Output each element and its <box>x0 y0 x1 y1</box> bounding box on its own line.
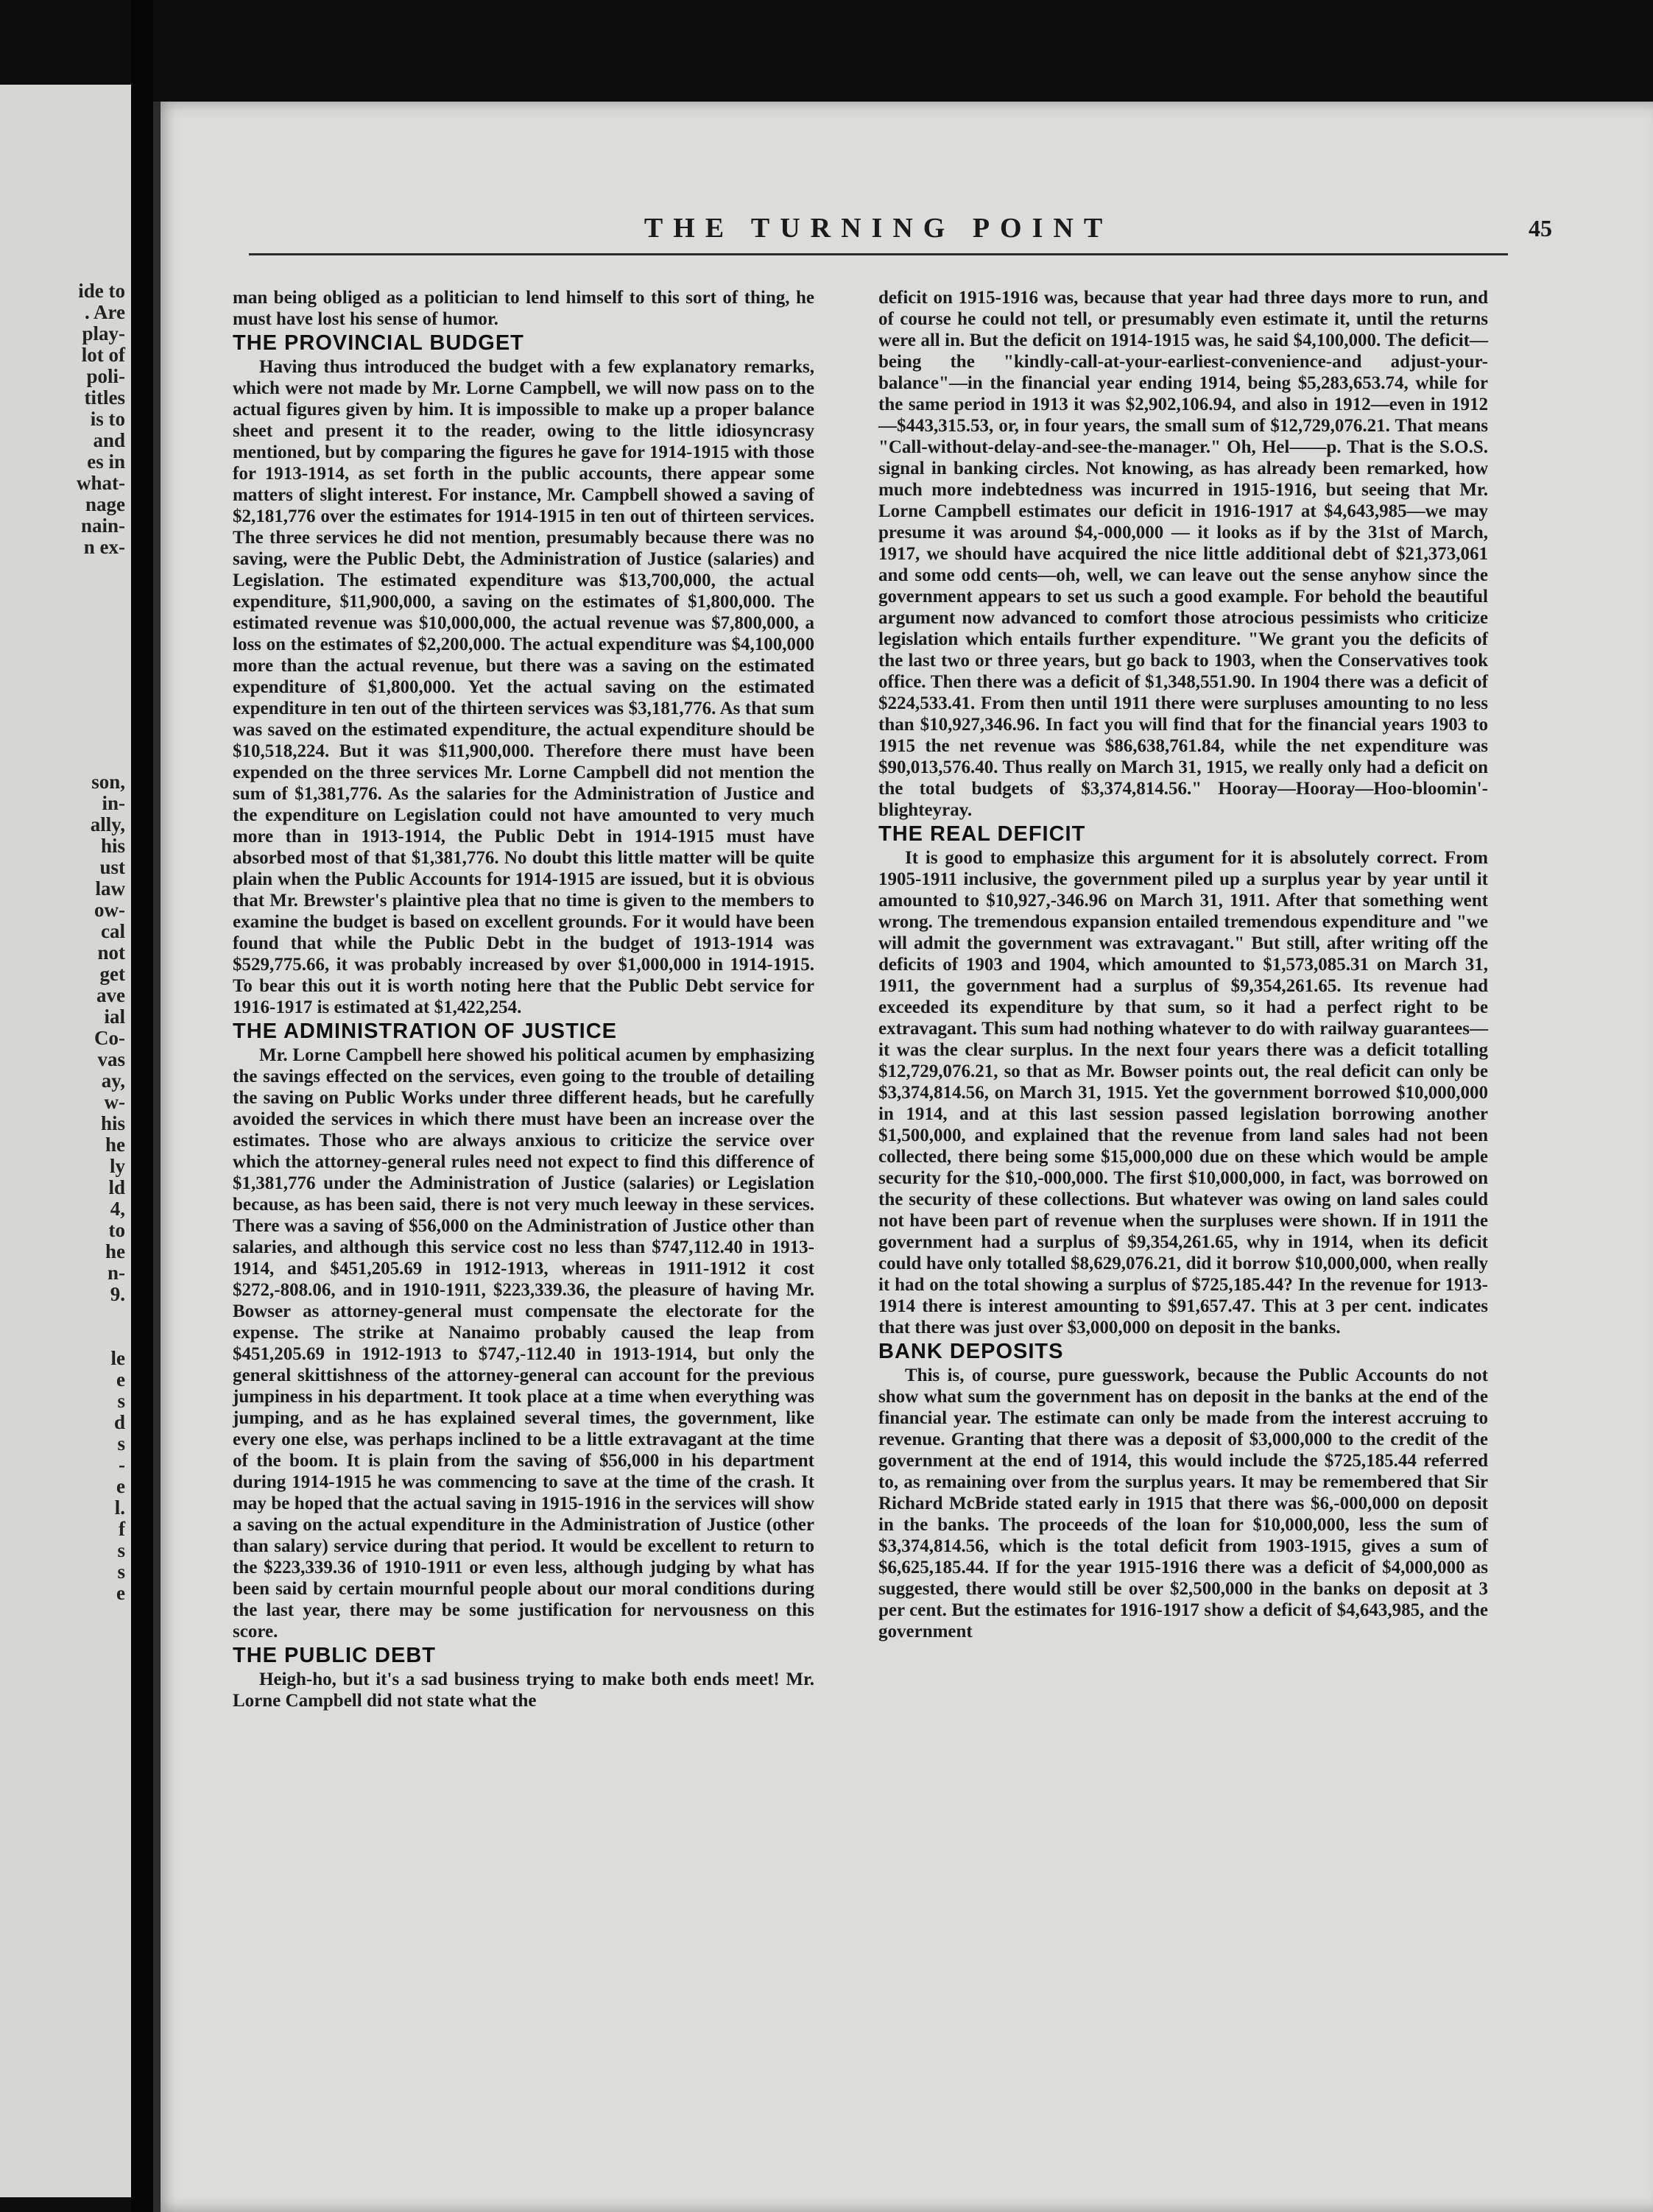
adjacent-page-line: ave <box>96 984 125 1006</box>
adjacent-page-line: e <box>116 1582 125 1604</box>
heading-public-debt: THE PUBLIC DEBT <box>233 1644 436 1667</box>
adjacent-page-line: f <box>119 1518 125 1540</box>
adjacent-page-line: in- <box>102 792 125 814</box>
running-title: THE TURNING POINT <box>644 213 1113 244</box>
adjacent-page-line: he <box>105 1240 125 1262</box>
page-gutter <box>131 0 153 2212</box>
adjacent-page-line: his <box>100 835 125 857</box>
adjacent-page-line: e <box>116 1475 125 1497</box>
adjacent-page-line: son, <box>91 771 125 793</box>
heading-bank-deposits: BANK DEPOSITS <box>878 1340 1064 1363</box>
adjacent-page-line: ide to <box>78 280 125 302</box>
adjacent-page-line: nain- <box>80 515 125 537</box>
adjacent-page-line: es in <box>87 450 125 473</box>
adjacent-page-line: s <box>117 1539 125 1561</box>
adjacent-page-line: 9. <box>110 1283 125 1305</box>
adjacent-page-line: s <box>117 1561 125 1583</box>
adjacent-page-line: s <box>117 1432 125 1455</box>
adjacent-page-line: d <box>113 1411 125 1433</box>
adjacent-page-fragment <box>0 85 131 2197</box>
adjacent-page-line: law <box>95 877 125 900</box>
adjacent-page-line: s <box>117 1390 125 1412</box>
adjacent-page-line: le <box>110 1347 125 1369</box>
document-page <box>153 102 1653 2212</box>
adjacent-page-line: ld <box>108 1176 125 1198</box>
adjacent-page-line: Co- <box>94 1027 125 1049</box>
adjacent-page-line: - <box>119 1454 125 1476</box>
paragraph-bank-deposits: This is, of course, pure guesswork, because the Public Accounts do not show what sum the government has on deposit in the banks at the end of the financial year. The estimate can only be made from the interest accruing to revenue. Granting that there was a deposit of $3,000,000 to the credit of the government at the end of 1914, this would include the $725,185.44 referred to, as remaining over from the surplus years. It may be remembered that Sir Richard McBride stated early in 1915 that there was $6,-000,000 on deposit in the banks. The proceeds of the loan for $10,000,000, less the sum of $3,374,814.56, which is the total deficit from 1903-1915, gives a sum of $6,625,185.44. If for the year 1915-1916 there was a deficit of $4,000,000 as suggested, there would still be over $2,500,000 in the banks on deposit at 3 per cent. But the estimates for 1916-1917 show a deficit of $4,643,985, and the government <box>878 1365 1488 1642</box>
adjacent-page-line: what- <box>77 472 125 494</box>
adjacent-page-line: he <box>105 1134 125 1156</box>
adjacent-page-line: . Are <box>85 301 125 323</box>
adjacent-page-line: his <box>100 1112 125 1134</box>
adjacent-page-line: poli- <box>86 365 125 387</box>
page-number: 45 <box>1529 215 1552 241</box>
adjacent-page-line: ial <box>104 1006 125 1028</box>
adjacent-page-line: n ex- <box>83 536 125 558</box>
header-rule <box>249 253 1508 255</box>
adjacent-page-line: l. <box>114 1497 125 1519</box>
adjacent-page-line: vas <box>97 1048 125 1070</box>
adjacent-page-line: nage <box>85 493 125 515</box>
paragraph-deficit-continuation: deficit on 1915-1916 was, because that year had three days more to run, and of course he could not tell, or presumably even estimate it, until the returns were all in. But the deficit on 1914-1915 was, he said $4,100,000. The deficit—being the "kindly-call-at-your-earliest-convenience-and adjust-your-balance"—in the financial year ending 1914, being $5,283,653.74, while for the same period in 1913 it was $2,902,106.94, and also in 1912—even in 1912—$443,315.53, or, in four years, the small sum of $12,729,076.21. That means "Call-without-delay-and-see-the-manager." Oh, Hel——p. That is the S.O.S. signal in banking circles. Not knowing, as has already been remarked, how much more indebtedness was incurred in 1915-1916, but seeing that Mr. Lorne Campbell estimates our deficit in 1916-1917 at $4,643,985—we may presume it was around $4,-000,000 — it looks as if by the 31st of March, 1917, we should have acquired the nice little additional debt of $21,373,061 and some odd cents—oh, well, we can leave out the sense anyhow since the government appears to set us such a good example. For behold the beautiful argument now advanced to comfort those atrocious pessimists who criticize legislation which entails further expenditure. "We grant you the deficits of the last two or three years, but go back to 1903, when the Conservatives took office. Then there was a deficit of $1,348,551.90. In 1904 there was a deficit of $224,533.41. From then until 1911 there were surpluses amounting to no less than $10,927,346.96. In fact you will find that for the financial years 1903 to 1915 the net revenue was $86,638,761.84, while the net expenditure was $90,013,576.40. Thus really on March 31, 1915, we really only had a deficit on the total budgets of $3,374,814.56." Hooray—Hooray—Hoo-bloomin'-blighteyray. <box>878 288 1488 820</box>
adjacent-page-line: ow- <box>94 899 125 921</box>
adjacent-page-line: w- <box>104 1091 125 1113</box>
paragraph-administration-of-justice: Mr. Lorne Campbell here showed his political acumen by emphasizing the savings effected on the services, even going to the trouble of detailing the saving on Public Works under three different heads, but he carefully avoided the services in which there must have been an increase over the estimates. Those who are always anxious to criticize the service over which the attorney-general rules need not expect to find this difference of $1,381,776 under the Administration of Justice (salaries) or Legislation because, as has been said, there is not very much leeway in these services. There was a saving of $56,000 on the Administration of Justice other than salaries, and although this service cost no less than $747,112.40 in 1913-1914, and $451,205.69 in 1912-1913, whereas in 1911-1912 it cost $272,-808.06, and in 1910-1911, $223,339.36, the pleasure of having Mr. Bowser as attorney-general must compensate the electorate for the expense. The strike at Nanaimo probably caused the leap from $451,205.69 in 1912-1913 to $747,-112.40 in 1913-1914, but only the general skittishness of the attorney-general can account for the previous jumpiness in his department. It took place at a time when everything was jumping, and as he has explained several times, the government, like every one else, was perhaps inclined to be a little extravagant at the time of the boom. It is plain from the saving of $56,000 in his department during 1914-1915 he was commencing to save at the time of the crash. It may be hoped that the actual saving in 1915-1916 in the services will show a saving on the actual expenditure in the Administration of Justice (other than salary) service during that period. It would be excellent to return to the $223,339.36 of 1910-1911 or even less, although judging by what has been said by certain mournful people about our moral conditions during the last year, there may be some justification for nervousness on this score. <box>233 1045 814 1642</box>
page-header <box>249 212 1552 256</box>
adjacent-page-line: 4, <box>110 1198 125 1220</box>
adjacent-page-line: and <box>93 429 125 451</box>
paragraph-public-debt: Heigh-ho, but it's a sad business trying to make both ends meet! Mr. Lorne Campbell did not state what the <box>233 1669 814 1711</box>
adjacent-page-line: e <box>116 1368 125 1391</box>
adjacent-page-line: cal <box>101 920 125 942</box>
left-column <box>233 287 814 1711</box>
adjacent-page-line: to <box>108 1219 125 1241</box>
heading-administration-of-justice: THE ADMINISTRATION OF JUSTICE <box>233 1020 617 1043</box>
paragraph-intro: man being obliged as a politician to lend himself to this sort of thing, he must have lost his sense of humor. <box>233 288 814 329</box>
adjacent-page-line: n- <box>107 1262 125 1284</box>
heading-real-deficit: THE REAL DEFICIT <box>878 822 1086 846</box>
adjacent-page-line: lot of <box>81 344 125 366</box>
adjacent-page-line: is to <box>90 408 125 430</box>
adjacent-page-line: ust <box>99 856 125 878</box>
adjacent-page-line: play- <box>82 322 125 344</box>
right-column <box>878 287 1488 1642</box>
adjacent-page-line: ly <box>109 1155 125 1177</box>
paragraph-real-deficit: It is good to emphasize this argument for it is absolutely correct. From 1905-1911 inclusive, the government piled up a surplus year by year until it amounted to $10,927,-346.96 on March 31, 1911. After that something went wrong. The tremendous expansion entailed tremendous expenditure and "we will admit the government was extravagant." But still, after writing off the deficits of 1903 and 1904, which amounted to $1,573,085.31 on March 31, 1911, the government had a surplus of $9,354,261.65. Its revenue had exceeded its expenditure by that sum, so it had a perfect right to be extravagant. This sum had nothing whatever to do with railway guarantees—it was the clear surplus. In the next four years there was a deficit totalling $12,729,076.21, so that as Mr. Bowser points out, the real deficit can only be $3,374,814.56, on March 31, 1915. Yet the government borrowed $10,000,000 in 1914, and at this last session passed legislation borrowing another $1,500,000, and explained that the revenue from land sales had not been collected, there being some $15,000,000 due on these which would be ample security for the $10,-000,000. The first $10,000,000, in fact, was borrowed on the security of these collections. But whatever was owing on land sales could not have been part of revenue when the surpluses were shown. If in 1911 the government had a surplus of $9,354,261.65, why in 1914, when its deficit could have only totalled $8,629,076.21, did it borrow $10,000,000, when really it had on the total showing a surplus of $725,185.44? In the revenue for 1913-1914 there is interest amounting to $91,657.47. This at 3 per cent. indicates that there was just over $3,000,000 on deposit in the banks. <box>878 848 1488 1338</box>
adjacent-page-line: ally, <box>90 813 125 835</box>
adjacent-page-line: get <box>99 963 125 985</box>
adjacent-page-line: titles <box>84 386 125 409</box>
paragraph-provincial-budget: Having thus introduced the budget with a few explanatory remarks, which were not made by Mr. Lorne Campbell, we will now pass on to the actual figures given by him. It is impossible to make up a proper balance sheet and present it to the reader, owing to the little idiosyncrasy mentioned, but by comparing the figures he gave for 1914-1915 with those for 1913-1914, as set forth in the public accounts, there appear some matters of slight interest. For instance, Mr. Campbell showed a saving of $2,181,776 over the estimates for 1914-1915 in ten out of thirteen services. The three services he did not mention, presumably because there was no saving, were the Public Debt, the Administration of Justice (salaries) and Legislation. The estimated expenditure was $13,700,000, the actual expenditure, $11,900,000, a saving on the estimates of $1,800,000. The estimated revenue was $10,000,000, the actual revenue was $7,800,000, a loss on the estimates of $2,200,000. The actual expenditure was $4,100,000 more than the actual revenue, but there was a saving on the estimated expenditure of $1,800,000. Yet the actual saving on the estimated expenditure in ten out of the thirteen services was $3,181,776. As that sum was saved on the estimated expenditure, the actual expenditure should be $10,518,224. But it was $11,900,000. Therefore there must have been expended on the three services Mr. Lorne Campbell did not mention the sum of $1,381,776. As the salaries for the Administration of Justice and the expenditure on Legislation could not have amounted to very much more than in 1913-1914, the Public Debt in 1914-1915 must have absorbed most of that $1,381,776. No doubt this little matter will be quite plain when the Public Accounts for 1914-1915 are issued, but it is obvious that Mr. Brewster's plaintive plea that no time is given to the members to examine the budget is based on excellent grounds. For it would have been found that while the Public Debt in the budget of 1913-1914 was $529,775.66, it was probably increased by over $1,000,000 in 1914-1915. To bear this out it is worth noting here that the Public Debt service for 1916-1917 is estimated at $1,422,254. <box>233 357 814 1017</box>
adjacent-page-line: ay, <box>101 1070 125 1092</box>
heading-provincial-budget: THE PROVINCIAL BUDGET <box>233 331 524 355</box>
adjacent-page-line: not <box>97 941 125 964</box>
